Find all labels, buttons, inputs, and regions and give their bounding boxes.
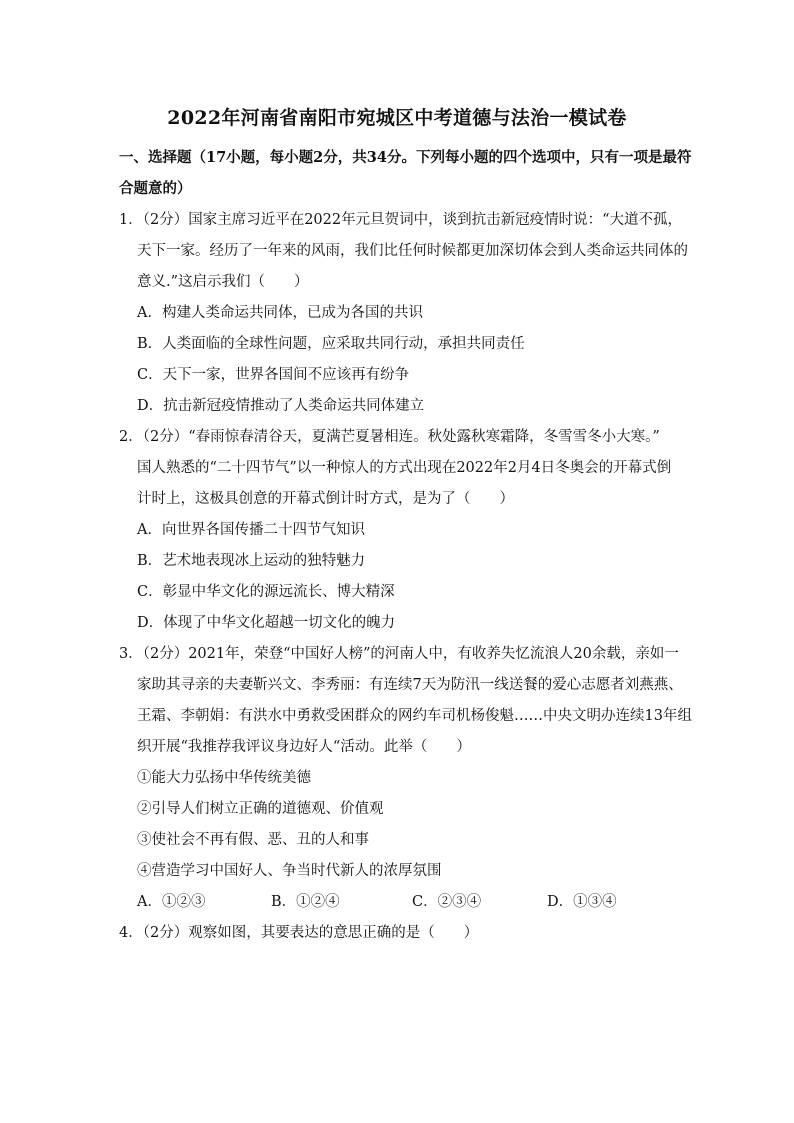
question-1-option-c: C．天下一家，世界各国间不应该再有纷争 <box>137 367 410 383</box>
question-3-option-d: D．①③④ <box>547 894 617 910</box>
question-1-line-2: 天下一家。经历了一年来的风雨，我们比任何时候都更加深切体会到人类命运共同体的 <box>137 243 688 259</box>
question-3-statement-4: ④营造学习中国好人、争当时代新人的浓厚氛围 <box>137 863 442 879</box>
question-3-statement-2: ②引导人们树立正确的道德观、价值观 <box>137 801 384 817</box>
question-2-option-b: B．艺术地表现冰上运动的独特魅力 <box>137 553 366 569</box>
question-2-line-2: 国人熟悉的“二十四节气”以一种惊人的方式出现在2022年2月4日冬奥会的开幕式倒 <box>137 460 672 476</box>
question-3-line-2: 家助其寻亲的夫妻靳兴文、李秀丽：有连续7天为防汛一线送餐的爱心志愿者刘燕燕、 <box>137 677 683 693</box>
question-3-option-a: A．①②③ <box>137 894 206 910</box>
question-1-option-b: B．人类面临的全球性问题，应采取共同行动，承担共同责任 <box>137 336 525 352</box>
question-1-option-a: A．构建人类命运共同体，已成为各国的共识 <box>137 305 423 321</box>
question-3-options-row <box>137 892 617 912</box>
page-title: 2022年河南省南阳市宛城区中考道德与法治一模试卷 <box>167 107 627 129</box>
question-2-option-c: C．彰显中华文化的源远流长、博大精深 <box>137 584 395 600</box>
question-2-option-a: A．向世界各国传播二十四节气知识 <box>137 522 365 538</box>
question-2-option-d: D．体现了中华文化超越一切文化的魄力 <box>137 615 396 631</box>
question-3-line-4: 织开展“我推荐我评议身边好人“活动。此举（ ） <box>137 739 471 755</box>
question-3-option-b: B．①②④ <box>271 894 340 910</box>
question-1-line-3: 意义.”这启示我们（ ） <box>137 274 309 290</box>
question-3-line-1: 3．（2分）2021年，荣登“中国好人榜”的河南人中，有收养失忆流浪人20余载，亲如一 <box>119 646 679 662</box>
question-4-line-1: 4．（2分）观察如图，其要表达的意思正确的是（ ） <box>119 925 479 941</box>
question-2-line-3: 计时上，这极具创意的开幕式倒计时方式，是为了（ ） <box>137 491 514 507</box>
question-1-option-d: D．抗击新冠疫情推动了人类命运共同体建立 <box>137 398 425 414</box>
question-3-statement-1: ①能大力弘扬中华传统美德 <box>137 770 311 786</box>
question-3-statement-3: ③使社会不再有假、恶、丑的人和事 <box>137 832 369 848</box>
question-3-line-3: 王霜、李朝娟：有洪水中勇救受困群众的网约车司机杨俊魁……中央文明办连续13年组 <box>137 708 692 724</box>
section-heading-line-2: 合题意的） <box>119 180 192 197</box>
question-3-option-c: C．②③④ <box>412 894 482 910</box>
question-1-line-1: 1．（2分）国家主席习近平在2022年元旦贺词中，谈到抗击新冠疫情时说：“大道不孤， <box>119 212 683 228</box>
section-heading-line-1: 一、选择题（17小题，每小题2分，共34分。下列每小题的四个选项中，只有一项是最符 <box>119 149 692 166</box>
question-2-line-1: 2．（2分）“春雨惊春清谷天，夏满芒夏暑相连。秋处露秋寒霜降，冬雪雪冬小大寒。” <box>119 429 660 445</box>
